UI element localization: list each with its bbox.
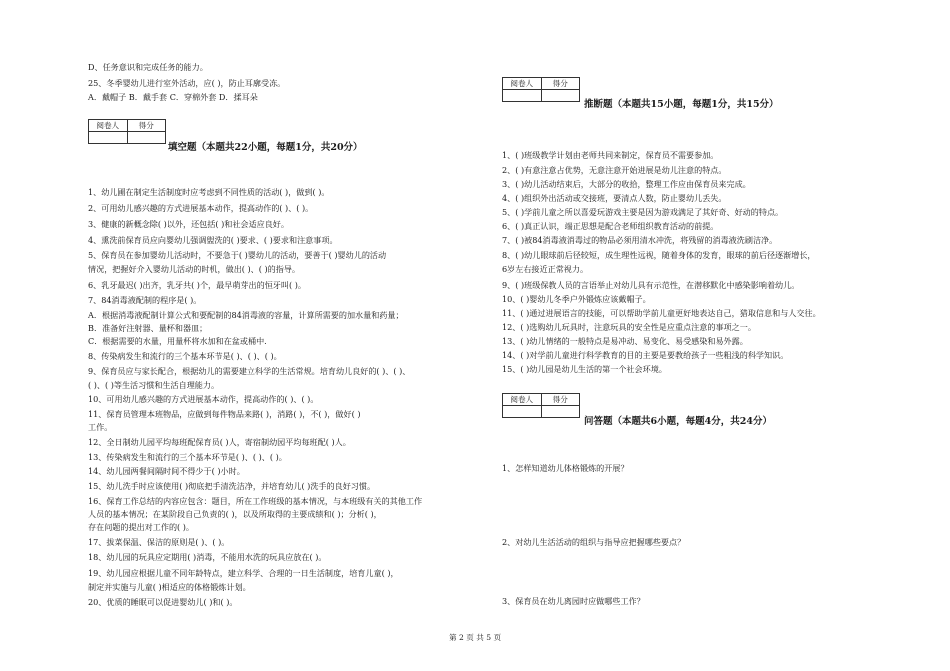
score-label-score: 得分 — [541, 394, 580, 406]
fill-question-line: 10、可用幼儿感兴趣的方式进展基本动作，提高动作的( )、( )。 — [88, 394, 319, 404]
question-line: 25、冬季婴幼儿进行室外活动，应( )，防止耳廓受冻。 — [88, 78, 286, 88]
fill-question-line: A．根据消毒液配制计算公式和要配制的84消毒液的容量，计算所需要的加水量和药量； — [88, 310, 404, 320]
fill-question-line: 9、保育员应与家长配合，根据幼儿的需要建立科学的生活常规。培育幼儿良好的( )、( )、 — [88, 366, 411, 376]
fill-question-line: 工作。 — [88, 422, 113, 432]
judge-question-line: 4、( )组织外出活动或交接班，要清点人数，防止婴幼儿丢失。 — [502, 193, 727, 203]
judge-question-line: 15、( )幼儿园是幼儿生活的第一个社会环境。 — [502, 364, 667, 374]
grader-cell[interactable] — [503, 406, 542, 418]
fill-question-line: 2、可用幼儿感兴趣的方式进展基本动作，提高动作的( )、( )。 — [88, 203, 314, 213]
fill-question-line: 存在问题的提出对工作的( )。 — [88, 522, 195, 532]
judge-question-line: 5、( )学前儿童之所以喜爱玩游戏主要是因为游戏满足了其好奇、好动的特点。 — [502, 207, 784, 217]
fill-question-line: 11、保育员管理本班物品，应做到每件物品来路( )，消路( )，不( )，做好( ) — [88, 409, 361, 419]
fill-question-line: 情况，把握好介入婴幼儿活动的时机，做出( )、( )的指导。 — [88, 264, 301, 274]
judge-question-line: 3、( )幼儿活动结束后，大部分的收拾，整理工作应由保育员来完成。 — [502, 179, 751, 189]
qa-question-line: 3、保育员在幼儿离园时应做哪些工作？ — [502, 596, 645, 606]
fill-question-line: 4、熏洗前保育员应向婴幼儿强调盥洗的( )要求、( )要求和注意事项。 — [88, 235, 338, 245]
fill-question-line: 17、拔菜保温、保洁的原则是( )、( )。 — [88, 537, 230, 547]
fill-question-line: 7、84消毒液配制的程序是( )。 — [88, 295, 202, 305]
judge-question-line: 8、( )幼儿眼球前后径较短，成生理性远视，随着身体的发育，眼球的前后径逐渐增长， — [502, 250, 816, 260]
fill-question-line: 12、全日制幼儿园平均每班配保育员( )人，寄宿制幼园平均每班配( )人。 — [88, 437, 351, 447]
score-label-score: 得分 — [541, 78, 580, 90]
fill-question-line: 16、保育工作总结的内容应包含：题目，所在工作班级的基本情况，与本班级有关的其他工作 — [88, 496, 423, 506]
fill-question-line: 15、幼儿洗手时应该使用( )彻底把手清洗洁净，并培育幼儿( )洗手的良好习惯。 — [88, 481, 376, 491]
judge-question-line: 11、( )通过进展语言的技能，可以帮助学前儿童更好地表达自己，猎取信息和与人交往。 — [502, 308, 821, 318]
fill-question-line: ( )、( )等生活习惯和生活自理能力。 — [88, 380, 220, 390]
judge-score-box — [502, 77, 580, 102]
qa-question-line: 1、怎样知道幼儿体格锻炼的开展？ — [502, 463, 629, 473]
fill-question-line: 5、保育员在参加婴幼儿活动时，不要急于( )婴幼儿的活动，要善于( )婴幼儿的活动 — [88, 250, 387, 260]
fill-question-line: 6、乳牙最迟( )出齐，乳牙共( )个，最早萌芽出的恒牙叫( )。 — [88, 280, 306, 290]
judge-question-line: 2、( )有意注意占优势，无意注意开始进展是幼儿注意的特点。 — [502, 165, 727, 175]
score-cell[interactable] — [541, 406, 580, 418]
fill-question-line: 14、幼儿园两餐间隔时间不得少于( )小时。 — [88, 466, 245, 476]
qa-section-title: 问答题（本题共6小题，每题4分，共24分） — [584, 416, 772, 427]
fill-question-line: 制定并实施与儿童( )相适应的体格锻炼计划。 — [88, 582, 251, 592]
fill-question-line: 3、健康的新概念除( )以外，还包括( )和社会适应良好。 — [88, 219, 289, 229]
fill-question-line: C．根据需要的水量，用量杯将水加和在盆或桶中. — [88, 336, 267, 346]
score-label-score: 得分 — [127, 120, 166, 132]
question-line: D、任务意识和完成任务的能力。 — [88, 62, 208, 72]
judge-question-line: 6、( )真正认识，端正思想是配合老师组织教育活动的前提。 — [502, 221, 719, 231]
judge-question-line: 7、( )被84消毒液消毒过的物品必须用清水冲洗，将残留的消毒液洗刷洁净。 — [502, 235, 778, 245]
grader-cell[interactable] — [503, 90, 542, 102]
fill-section-title: 填空题（本题共22小题，每题1分，共20分） — [168, 142, 363, 153]
judge-question-line: 14、( )对学前儿童进行科学教育的目的主要是要教给孩子一些粗浅的科学知识。 — [502, 350, 789, 360]
fill-question-line: 18、幼儿园的玩具应定期用( )消毒，不能用水洗的玩具应放在( )。 — [88, 552, 327, 562]
fill-question-line: 8、传染病发生和流行的三个基本环节是( )、( )、( )。 — [88, 351, 282, 361]
score-label-grader: 阅卷人 — [503, 394, 542, 406]
fill-score-box — [88, 119, 166, 144]
judge-question-line: 1、( )班级教学计划由老师共同来制定，保育员不需要参加。 — [502, 150, 719, 160]
score-label-grader: 阅卷人 — [89, 120, 128, 132]
judge-question-line: 13、( )幼儿情绪的一般特点是易冲动、易变化、易受感染和易外露。 — [502, 336, 748, 346]
judge-question-line: 12、( )选购幼儿玩具时，注意玩具的安全性是应重点注意的事项之一。 — [502, 322, 756, 332]
page-number-footer: 第 2 页 共 5 页 — [448, 633, 502, 642]
judge-question-line: 9、( )班级保教人员的言语举止对幼儿具有示范性，在潜移默化中感染影响着幼儿。 — [502, 280, 800, 290]
fill-question-line: B．准备好注射器、量杯和器皿； — [88, 323, 208, 333]
judge-section-title: 推断题（本题共15小题，每题1分，共15分） — [584, 99, 779, 110]
qa-question-line: 2、对幼儿生活活动的组织与指导应把握哪些要点？ — [502, 537, 686, 547]
grader-cell[interactable] — [89, 132, 128, 144]
fill-question-line: 13、传染病发生和流行的三个基本环节是( )、( )、( )。 — [88, 452, 287, 462]
fill-question-line: 人员的基本情况；在某阶段自己负责的( )，以及所取得的主要成绩和( )；分析( )， — [88, 509, 382, 519]
judge-question-line: 6岁左右接近正常视力。 — [502, 264, 589, 274]
score-cell[interactable] — [127, 132, 166, 144]
question-line: A．戴帽子 B．戴手套 C．穿棉外套 D．揉耳朵 — [88, 92, 258, 102]
score-label-grader: 阅卷人 — [503, 78, 542, 90]
score-cell[interactable] — [541, 90, 580, 102]
fill-question-line: 1、幼儿圃在制定生活制度时应考虑到不同性质的活动( )，做到( )。 — [88, 187, 330, 197]
fill-question-line: 19、幼儿园应根据儿童不同年龄特点，建立科学、合理的一日生活制度，培育儿童( )， — [88, 568, 399, 578]
judge-question-line: 10、( )婴幼儿冬季户外锻炼应该戴帽子。 — [502, 294, 651, 304]
qa-score-box — [502, 393, 580, 418]
fill-question-line: 20、优质的睡眠可以促进婴幼儿( )和( )。 — [88, 597, 238, 607]
